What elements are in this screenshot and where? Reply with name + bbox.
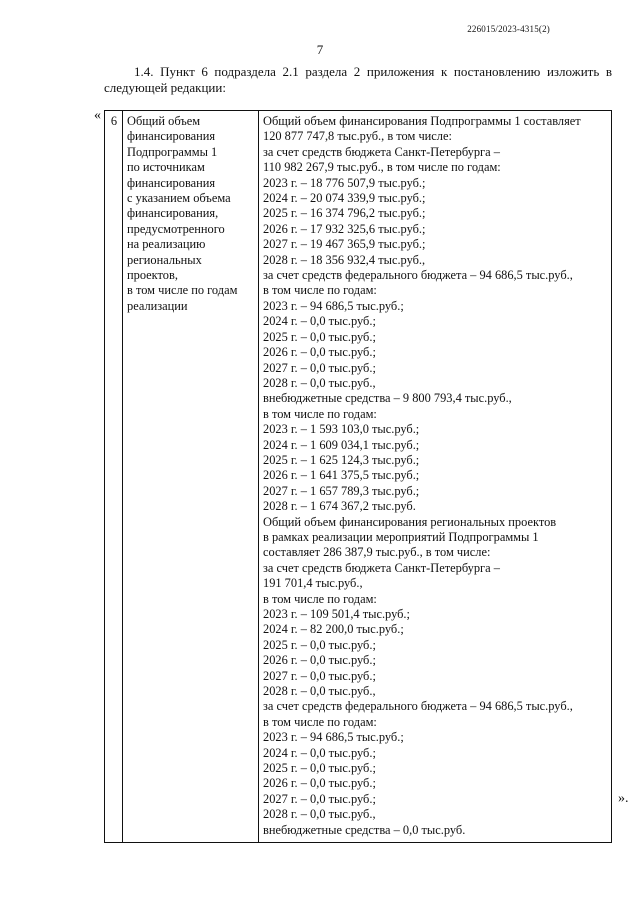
content-line: 2028 г. – 0,0 тыс.руб., — [263, 684, 376, 699]
content-line: 2026 г. – 0,0 тыс.руб.; — [263, 776, 376, 791]
content-line: 2024 г. – 20 074 339,9 тыс.руб.; — [263, 191, 426, 206]
row-name-line: предусмотренного — [127, 221, 225, 236]
document-id: 226015/2023-4315(2) — [467, 24, 550, 34]
content-line: 2027 г. – 0,0 тыс.руб.; — [263, 791, 376, 806]
row-number: 6 — [105, 111, 123, 843]
content-line: 2023 г. – 94 686,5 тыс.руб.; — [263, 298, 404, 313]
row-name-line: финансирования — [127, 175, 216, 190]
content-line: 2028 г. – 0,0 тыс.руб., — [263, 807, 376, 822]
content-line: 2024 г. – 0,0 тыс.руб.; — [263, 745, 376, 760]
content-line: за счет средств бюджета Санкт-Петербурга – — [263, 144, 500, 159]
row-name-line: региональных — [127, 252, 202, 267]
content-line: 191 701,4 тыс.руб., — [263, 576, 363, 591]
row-name-line: Общий объем — [127, 114, 201, 128]
content-line: 2026 г. – 1 641 375,5 тыс.руб.; — [263, 468, 420, 483]
content-line: 2024 г. – 1 609 034,1 тыс.руб.; — [263, 437, 420, 452]
content-line: 2028 г. – 0,0 тыс.руб., — [263, 375, 376, 390]
content-line: 2026 г. – 0,0 тыс.руб.; — [263, 653, 376, 668]
opening-quote: « — [94, 108, 101, 123]
row-content-cell — [259, 111, 612, 843]
content-line: в том числе по годам: — [263, 714, 377, 729]
content-line: внебюджетные средства – 9 800 793,4 тыс.руб., — [263, 391, 512, 406]
content-line: 2028 г. – 18 356 932,4 тыс.руб., — [263, 252, 426, 267]
content-line: 2024 г. – 0,0 тыс.руб.; — [263, 314, 376, 329]
row-name-line: по источникам — [127, 160, 205, 175]
content-line: 2027 г. – 19 467 365,9 тыс.руб.; — [263, 237, 426, 252]
content-line: в том числе по годам: — [263, 406, 377, 421]
content-line: 2028 г. – 1 674 367,2 тыс.руб. — [263, 499, 416, 514]
content-line: 2023 г. – 1 593 103,0 тыс.руб.; — [263, 422, 420, 437]
content-line: 2023 г. – 18 776 507,9 тыс.руб.; — [263, 175, 426, 190]
content-line: 2025 г. – 0,0 тыс.руб.; — [263, 329, 376, 344]
content-line: Общий объем финансирования Подпрограммы 1 составляет — [263, 114, 581, 128]
intro-paragraph: 1.4. Пункт 6 подраздела 2.1 раздела 2 приложения к постановлению изложить в следующей редакции: — [104, 64, 612, 95]
content-line: 2026 г. – 17 932 325,6 тыс.руб.; — [263, 221, 426, 236]
content-line: 2026 г. – 0,0 тыс.руб.; — [263, 345, 376, 360]
row-name-line: Подпрограммы 1 — [127, 144, 218, 159]
page-number: 7 — [316, 42, 324, 57]
content-line: 2024 г. – 82 200,0 тыс.руб.; — [263, 622, 404, 637]
funding-table — [104, 110, 612, 843]
row-name-line: с указанием объема — [127, 191, 231, 206]
content-line: 2027 г. – 0,0 тыс.руб.; — [263, 668, 376, 683]
content-line: в том числе по годам: — [263, 283, 377, 298]
content-line: за счет средств федерального бюджета – 94 686,5 тыс.руб., — [263, 268, 573, 283]
content-line: 2027 г. – 0,0 тыс.руб.; — [263, 360, 376, 375]
content-line: в рамках реализации мероприятий Подпрограммы 1 — [263, 529, 539, 544]
row-name-cell — [123, 111, 259, 843]
row-name-line: проектов, — [127, 268, 178, 283]
content-line: за счет средств федерального бюджета – 94 686,5 тыс.руб., — [263, 699, 573, 714]
content-line: 2023 г. – 94 686,5 тыс.руб.; — [263, 730, 404, 745]
closing-quote: ». — [618, 791, 629, 806]
table-row — [105, 111, 612, 843]
row-name-line: финансирования, — [127, 206, 219, 221]
row-name-line: на реализацию — [127, 237, 206, 252]
content-line: за счет средств бюджета Санкт-Петербурга – — [263, 560, 500, 575]
row-name-line: финансирования — [127, 129, 216, 144]
content-line: 2025 г. – 16 374 796,2 тыс.руб.; — [263, 206, 426, 221]
content-line: 110 982 267,9 тыс.руб., в том числе по годам: — [263, 160, 501, 175]
content-line: 2025 г. – 1 625 124,3 тыс.руб.; — [263, 452, 420, 467]
content-line: 2023 г. – 109 501,4 тыс.руб.; — [263, 607, 410, 621]
content-line: 2025 г. – 0,0 тыс.руб.; — [263, 637, 376, 652]
content-line: 2027 г. – 1 657 789,3 тыс.руб.; — [263, 483, 420, 498]
content-line: в том числе по годам: — [263, 591, 377, 606]
content-line: 2025 г. – 0,0 тыс.руб.; — [263, 761, 376, 776]
content-line: составляет 286 387,9 тыс.руб., в том числе: — [263, 545, 491, 560]
content-line: внебюджетные средства – 0,0 тыс.руб. — [263, 822, 466, 837]
row-name-line: в том числе по годам — [127, 283, 238, 298]
row-name-line: реализации — [127, 298, 188, 313]
content-line: Общий объем финансирования региональных проектов — [263, 514, 557, 529]
content-line: 120 877 747,8 тыс.руб., в том числе: — [263, 129, 452, 144]
